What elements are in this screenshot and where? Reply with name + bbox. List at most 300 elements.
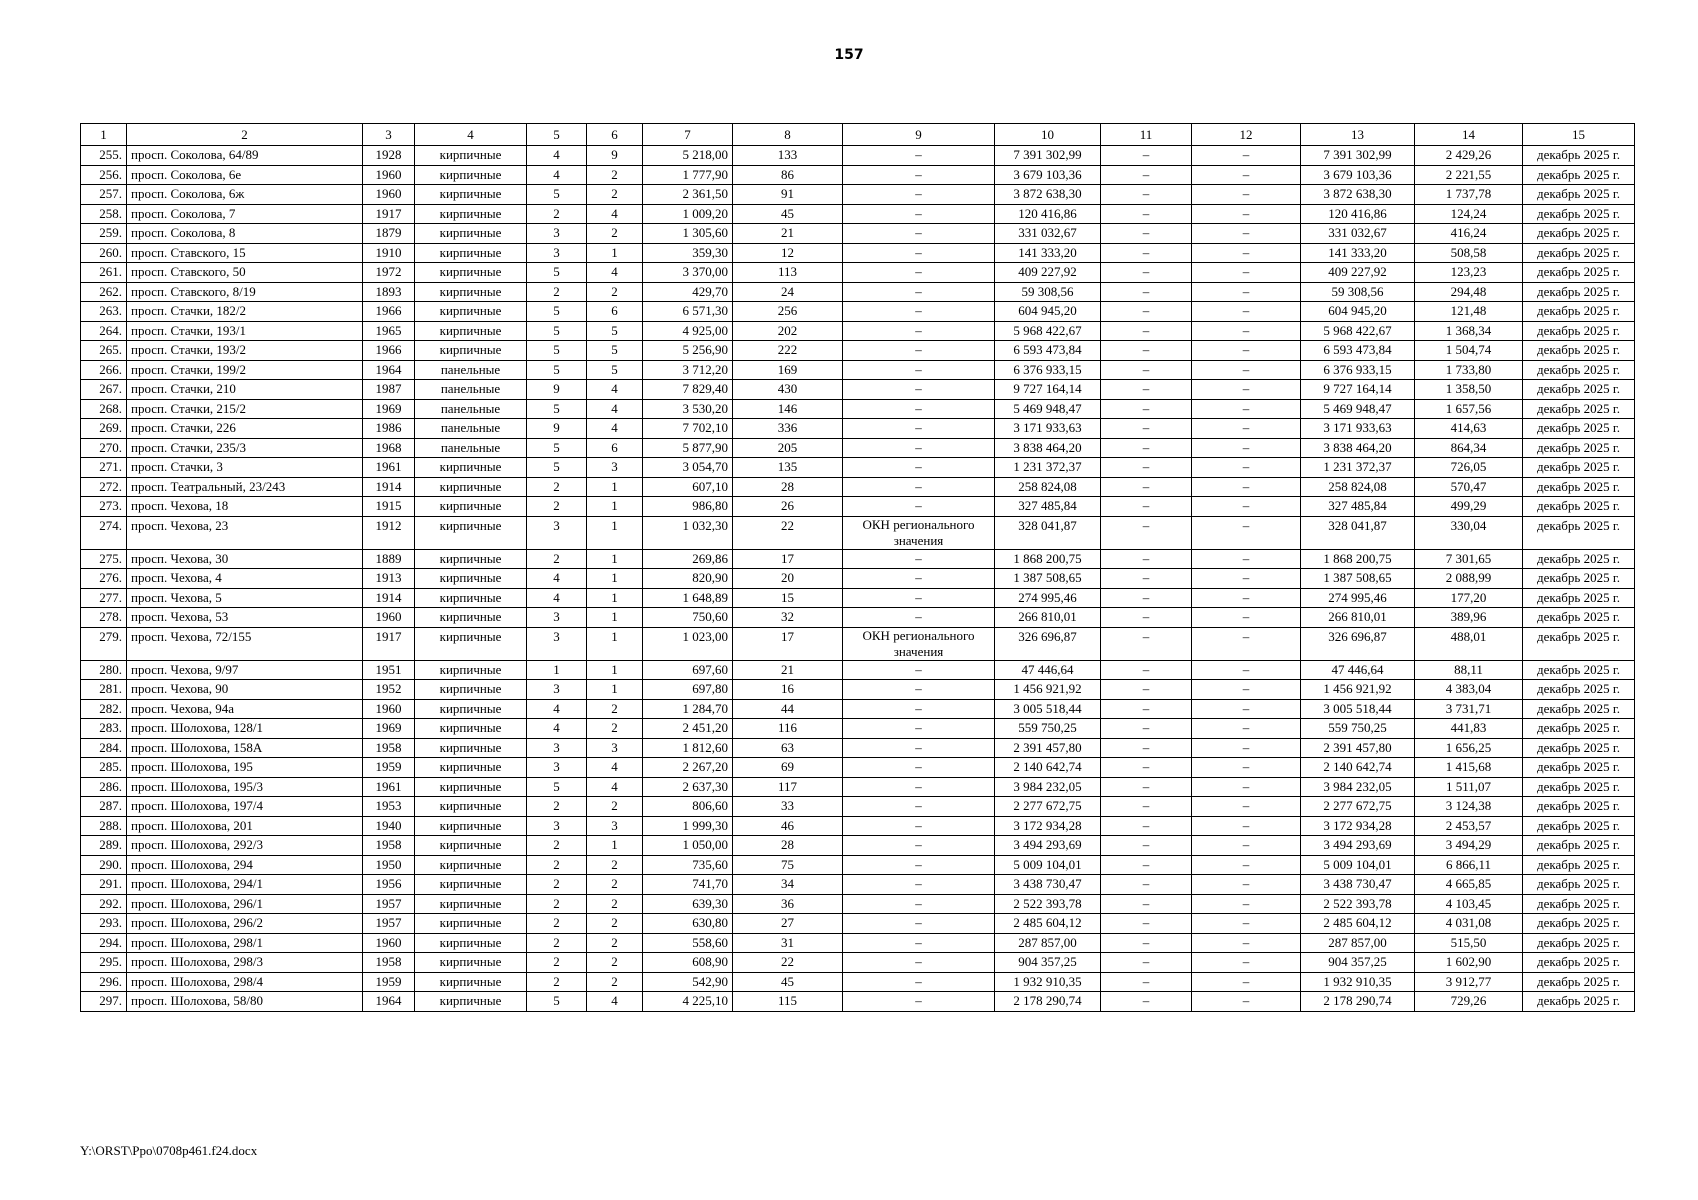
table-cell-col-13: 59 308,56 [1301, 282, 1415, 302]
table-cell-col-4: панельные [415, 399, 527, 419]
table-cell-col-14: 488,01 [1415, 627, 1523, 660]
table-cell-col-5: 4 [527, 588, 587, 608]
table-cell-col-4: кирпичные [415, 627, 527, 660]
table-cell-col-2: просп. Чехова, 30 [127, 549, 363, 569]
table-cell-col-15: декабрь 2025 г. [1523, 660, 1635, 680]
table-cell-col-4: кирпичные [415, 282, 527, 302]
table-cell-col-7: 741,70 [643, 875, 733, 895]
table-cell-col-14: 1 656,25 [1415, 738, 1523, 758]
table-cell-col-6: 2 [587, 165, 643, 185]
table-cell-col-8: 91 [733, 185, 843, 205]
table-cell-col-1: 291. [81, 875, 127, 895]
table-cell-col-8: 27 [733, 914, 843, 934]
table-cell-col-4: кирпичные [415, 302, 527, 322]
table-cell-col-14: 3 494,29 [1415, 836, 1523, 856]
table-cell-col-15: декабрь 2025 г. [1523, 875, 1635, 895]
table-cell-col-13: 120 416,86 [1301, 204, 1415, 224]
table-cell-col-3: 1957 [363, 894, 415, 914]
column-number-header: 14 [1415, 124, 1523, 146]
table-cell-col-11: – [1101, 224, 1192, 244]
housing-register-table [80, 123, 1635, 1012]
table-cell-col-3: 1959 [363, 758, 415, 778]
table-cell-col-6: 1 [587, 608, 643, 628]
table-cell-col-1: 255. [81, 146, 127, 166]
table-cell-col-1: 259. [81, 224, 127, 244]
table-cell-col-2: просп. Чехова, 18 [127, 497, 363, 517]
table-row [81, 894, 1635, 914]
table-cell-col-14: 124,24 [1415, 204, 1523, 224]
table-cell-col-5: 5 [527, 263, 587, 283]
table-cell-col-9: – [843, 894, 995, 914]
table-cell-col-7: 269,86 [643, 549, 733, 569]
table-cell-col-10: 328 041,87 [995, 516, 1101, 549]
table-row [81, 875, 1635, 895]
table-cell-col-5: 4 [527, 699, 587, 719]
table-cell-col-9: – [843, 224, 995, 244]
table-cell-col-10: 2 178 290,74 [995, 992, 1101, 1012]
table-cell-col-9: – [843, 165, 995, 185]
table-cell-col-10: 3 005 518,44 [995, 699, 1101, 719]
table-cell-col-9: – [843, 875, 995, 895]
table-cell-col-6: 2 [587, 894, 643, 914]
table-cell-col-13: 47 446,64 [1301, 660, 1415, 680]
table-cell-col-5: 2 [527, 549, 587, 569]
table-cell-col-4: кирпичные [415, 516, 527, 549]
table-row [81, 477, 1635, 497]
table-cell-col-11: – [1101, 699, 1192, 719]
table-cell-col-8: 16 [733, 680, 843, 700]
table-cell-col-7: 608,90 [643, 953, 733, 973]
table-cell-col-13: 559 750,25 [1301, 719, 1415, 739]
table-cell-col-2: просп. Шолохова, 197/4 [127, 797, 363, 817]
table-cell-col-13: 3 172 934,28 [1301, 816, 1415, 836]
table-cell-col-8: 24 [733, 282, 843, 302]
table-cell-col-7: 3 054,70 [643, 458, 733, 478]
table-row [81, 758, 1635, 778]
table-cell-col-11: – [1101, 458, 1192, 478]
table-cell-col-11: – [1101, 204, 1192, 224]
table-cell-col-8: 32 [733, 608, 843, 628]
table-cell-col-11: – [1101, 243, 1192, 263]
table-cell-col-13: 328 041,87 [1301, 516, 1415, 549]
table-row [81, 972, 1635, 992]
table-cell-col-2: просп. Шолохова, 195 [127, 758, 363, 778]
table-cell-col-8: 202 [733, 321, 843, 341]
table-cell-col-13: 141 333,20 [1301, 243, 1415, 263]
table-cell-col-4: панельные [415, 360, 527, 380]
table-cell-col-15: декабрь 2025 г. [1523, 165, 1635, 185]
table-cell-col-1: 281. [81, 680, 127, 700]
table-cell-col-9: – [843, 680, 995, 700]
table-cell-col-6: 4 [587, 758, 643, 778]
table-cell-col-9: – [843, 855, 995, 875]
table-cell-col-7: 986,80 [643, 497, 733, 517]
table-cell-col-12: – [1192, 185, 1301, 205]
table-cell-col-14: 729,26 [1415, 992, 1523, 1012]
table-cell-col-8: 63 [733, 738, 843, 758]
table-cell-col-12: – [1192, 738, 1301, 758]
table-cell-col-3: 1917 [363, 627, 415, 660]
table-cell-col-10: 1 932 910,35 [995, 972, 1101, 992]
table-cell-col-4: кирпичные [415, 719, 527, 739]
table-cell-col-7: 735,60 [643, 855, 733, 875]
table-cell-col-9: – [843, 797, 995, 817]
table-cell-col-11: – [1101, 302, 1192, 322]
table-cell-col-2: просп. Чехова, 9/97 [127, 660, 363, 680]
table-cell-col-10: 331 032,67 [995, 224, 1101, 244]
table-cell-col-12: – [1192, 224, 1301, 244]
table-row [81, 263, 1635, 283]
table-cell-col-1: 282. [81, 699, 127, 719]
table-cell-col-15: декабрь 2025 г. [1523, 569, 1635, 589]
table-cell-col-14: 4 031,08 [1415, 914, 1523, 934]
table-cell-col-10: 266 810,01 [995, 608, 1101, 628]
table-cell-col-9: – [843, 243, 995, 263]
table-cell-col-3: 1950 [363, 855, 415, 875]
table-cell-col-5: 9 [527, 380, 587, 400]
table-cell-col-3: 1910 [363, 243, 415, 263]
table-cell-col-13: 327 485,84 [1301, 497, 1415, 517]
table-cell-col-10: 59 308,56 [995, 282, 1101, 302]
table-cell-col-10: 47 446,64 [995, 660, 1101, 680]
table-cell-col-8: 17 [733, 549, 843, 569]
table-cell-col-11: – [1101, 972, 1192, 992]
table-cell-col-11: – [1101, 894, 1192, 914]
table-cell-col-15: декабрь 2025 г. [1523, 953, 1635, 973]
table-cell-col-10: 3 438 730,47 [995, 875, 1101, 895]
table-cell-col-11: – [1101, 914, 1192, 934]
table-cell-col-11: – [1101, 777, 1192, 797]
table-cell-col-4: кирпичные [415, 738, 527, 758]
table-cell-col-6: 5 [587, 360, 643, 380]
table-cell-col-12: – [1192, 680, 1301, 700]
table-cell-col-10: 2 391 457,80 [995, 738, 1101, 758]
table-cell-col-9: – [843, 419, 995, 439]
table-cell-col-14: 2 221,55 [1415, 165, 1523, 185]
table-cell-col-8: 17 [733, 627, 843, 660]
table-cell-col-7: 1 777,90 [643, 165, 733, 185]
table-cell-col-6: 2 [587, 282, 643, 302]
table-cell-col-13: 2 140 642,74 [1301, 758, 1415, 778]
table-cell-col-15: декабрь 2025 г. [1523, 797, 1635, 817]
column-number-header: 7 [643, 124, 733, 146]
table-cell-col-15: декабрь 2025 г. [1523, 516, 1635, 549]
table-cell-col-11: – [1101, 627, 1192, 660]
table-cell-col-13: 3 679 103,36 [1301, 165, 1415, 185]
table-cell-col-3: 1969 [363, 399, 415, 419]
table-cell-col-12: – [1192, 972, 1301, 992]
table-row [81, 660, 1635, 680]
table-cell-col-11: – [1101, 165, 1192, 185]
table-cell-col-4: кирпичные [415, 477, 527, 497]
table-cell-col-7: 7 702,10 [643, 419, 733, 439]
table-cell-col-9: – [843, 699, 995, 719]
table-cell-col-9: – [843, 758, 995, 778]
table-cell-col-13: 287 857,00 [1301, 933, 1415, 953]
table-cell-col-10: 3 172 934,28 [995, 816, 1101, 836]
table-cell-col-10: 9 727 164,14 [995, 380, 1101, 400]
table-cell-col-1: 261. [81, 263, 127, 283]
table-cell-col-8: 20 [733, 569, 843, 589]
table-cell-col-5: 2 [527, 933, 587, 953]
table-cell-col-7: 359,30 [643, 243, 733, 263]
table-cell-col-3: 1893 [363, 282, 415, 302]
table-cell-col-1: 256. [81, 165, 127, 185]
table-row [81, 855, 1635, 875]
table-cell-col-5: 3 [527, 738, 587, 758]
table-cell-col-10: 7 391 302,99 [995, 146, 1101, 166]
table-cell-col-3: 1960 [363, 185, 415, 205]
table-row [81, 914, 1635, 934]
table-cell-col-3: 1953 [363, 797, 415, 817]
table-cell-col-1: 284. [81, 738, 127, 758]
table-cell-col-2: просп. Стачки, 199/2 [127, 360, 363, 380]
table-cell-col-15: декабрь 2025 г. [1523, 816, 1635, 836]
table-cell-col-4: кирпичные [415, 777, 527, 797]
table-cell-col-10: 327 485,84 [995, 497, 1101, 517]
table-cell-col-14: 570,47 [1415, 477, 1523, 497]
table-cell-col-12: – [1192, 204, 1301, 224]
table-cell-col-13: 326 696,87 [1301, 627, 1415, 660]
table-cell-col-12: – [1192, 660, 1301, 680]
table-cell-col-5: 3 [527, 224, 587, 244]
table-cell-col-1: 287. [81, 797, 127, 817]
table-cell-col-5: 5 [527, 438, 587, 458]
table-cell-col-6: 2 [587, 875, 643, 895]
table-cell-col-8: 113 [733, 263, 843, 283]
table-cell-col-6: 1 [587, 680, 643, 700]
table-cell-col-2: просп. Стачки, 226 [127, 419, 363, 439]
table-cell-col-4: кирпичные [415, 549, 527, 569]
table-cell-col-9: – [843, 185, 995, 205]
table-cell-col-5: 3 [527, 608, 587, 628]
table-cell-col-11: – [1101, 399, 1192, 419]
table-cell-col-9: – [843, 777, 995, 797]
table-cell-col-7: 3 530,20 [643, 399, 733, 419]
table-cell-col-6: 4 [587, 263, 643, 283]
table-cell-col-11: – [1101, 953, 1192, 973]
table-cell-col-2: просп. Шолохова, 298/1 [127, 933, 363, 953]
table-cell-col-15: декабрь 2025 г. [1523, 497, 1635, 517]
table-cell-col-9: – [843, 719, 995, 739]
table-cell-col-7: 750,60 [643, 608, 733, 628]
table-cell-col-3: 1986 [363, 419, 415, 439]
table-cell-col-8: 46 [733, 816, 843, 836]
table-row [81, 516, 1635, 549]
table-cell-col-4: кирпичные [415, 660, 527, 680]
table-cell-col-1: 268. [81, 399, 127, 419]
table-cell-col-11: – [1101, 992, 1192, 1012]
table-row [81, 165, 1635, 185]
table-cell-col-8: 117 [733, 777, 843, 797]
table-cell-col-8: 44 [733, 699, 843, 719]
table-row [81, 243, 1635, 263]
table-cell-col-15: декабрь 2025 г. [1523, 477, 1635, 497]
table-row [81, 224, 1635, 244]
table-cell-col-2: просп. Стачки, 215/2 [127, 399, 363, 419]
table-cell-col-15: декабрь 2025 г. [1523, 719, 1635, 739]
table-cell-col-14: 499,29 [1415, 497, 1523, 517]
table-cell-col-9: – [843, 816, 995, 836]
table-cell-col-6: 1 [587, 497, 643, 517]
table-cell-col-1: 270. [81, 438, 127, 458]
table-cell-col-15: декабрь 2025 г. [1523, 699, 1635, 719]
table-cell-col-14: 3 124,38 [1415, 797, 1523, 817]
table-cell-col-12: – [1192, 569, 1301, 589]
table-cell-col-8: 135 [733, 458, 843, 478]
column-number-header: 15 [1523, 124, 1635, 146]
table-row [81, 419, 1635, 439]
table-row [81, 797, 1635, 817]
table-row [81, 816, 1635, 836]
table-cell-col-11: – [1101, 438, 1192, 458]
table-cell-col-1: 288. [81, 816, 127, 836]
table-cell-col-11: – [1101, 146, 1192, 166]
table-cell-col-4: кирпичные [415, 224, 527, 244]
table-cell-col-11: – [1101, 816, 1192, 836]
column-number-header: 2 [127, 124, 363, 146]
table-cell-col-9: – [843, 321, 995, 341]
table-cell-col-7: 1 648,89 [643, 588, 733, 608]
table-cell-col-11: – [1101, 836, 1192, 856]
table-cell-col-12: – [1192, 875, 1301, 895]
table-cell-col-10: 1 387 508,65 [995, 569, 1101, 589]
table-cell-col-11: – [1101, 608, 1192, 628]
table-cell-col-13: 331 032,67 [1301, 224, 1415, 244]
table-cell-col-15: декабрь 2025 г. [1523, 263, 1635, 283]
table-cell-col-15: декабрь 2025 г. [1523, 627, 1635, 660]
table-cell-col-2: просп. Шолохова, 58/80 [127, 992, 363, 1012]
table-cell-col-5: 5 [527, 458, 587, 478]
table-cell-col-14: 3 731,71 [1415, 699, 1523, 719]
table-cell-col-3: 1914 [363, 477, 415, 497]
table-cell-col-3: 1966 [363, 302, 415, 322]
table-cell-col-3: 1958 [363, 738, 415, 758]
table-cell-col-13: 1 456 921,92 [1301, 680, 1415, 700]
table-cell-col-2: просп. Театральный, 23/243 [127, 477, 363, 497]
table-cell-col-3: 1928 [363, 146, 415, 166]
table-cell-col-11: – [1101, 497, 1192, 517]
table-cell-col-13: 1 868 200,75 [1301, 549, 1415, 569]
table-cell-col-13: 9 727 164,14 [1301, 380, 1415, 400]
column-number-header: 11 [1101, 124, 1192, 146]
table-cell-col-5: 3 [527, 516, 587, 549]
table-cell-col-12: – [1192, 992, 1301, 1012]
table-cell-col-6: 4 [587, 777, 643, 797]
table-cell-col-5: 2 [527, 497, 587, 517]
table-cell-col-8: 22 [733, 953, 843, 973]
table-cell-col-4: кирпичные [415, 588, 527, 608]
table-cell-col-15: декабрь 2025 г. [1523, 224, 1635, 244]
table-cell-col-7: 639,30 [643, 894, 733, 914]
table-cell-col-5: 5 [527, 360, 587, 380]
table-row [81, 836, 1635, 856]
column-number-header: 9 [843, 124, 995, 146]
table-cell-col-1: 273. [81, 497, 127, 517]
table-cell-col-12: – [1192, 438, 1301, 458]
column-number-header: 5 [527, 124, 587, 146]
table-cell-col-14: 416,24 [1415, 224, 1523, 244]
table-cell-col-4: кирпичные [415, 243, 527, 263]
table-cell-col-7: 2 451,20 [643, 719, 733, 739]
table-cell-col-4: кирпичные [415, 855, 527, 875]
column-number-header: 8 [733, 124, 843, 146]
table-cell-col-9: – [843, 569, 995, 589]
table-cell-col-3: 1960 [363, 608, 415, 628]
table-cell-col-3: 1987 [363, 380, 415, 400]
table-cell-col-15: декабрь 2025 г. [1523, 758, 1635, 778]
table-cell-col-9: – [843, 972, 995, 992]
table-cell-col-13: 5 469 948,47 [1301, 399, 1415, 419]
table-cell-col-2: просп. Чехова, 90 [127, 680, 363, 700]
table-cell-col-15: декабрь 2025 г. [1523, 360, 1635, 380]
table-cell-col-8: 430 [733, 380, 843, 400]
table-cell-col-11: – [1101, 875, 1192, 895]
table-cell-col-9: – [843, 204, 995, 224]
table-cell-col-5: 2 [527, 797, 587, 817]
table-cell-col-3: 1958 [363, 953, 415, 973]
table-row [81, 680, 1635, 700]
table-cell-col-3: 1959 [363, 972, 415, 992]
table-cell-col-7: 2 637,30 [643, 777, 733, 797]
table-cell-col-5: 3 [527, 758, 587, 778]
table-cell-col-14: 414,63 [1415, 419, 1523, 439]
table-cell-col-3: 1969 [363, 719, 415, 739]
table-row [81, 497, 1635, 517]
table-cell-col-10: 3 679 103,36 [995, 165, 1101, 185]
table-cell-col-11: – [1101, 516, 1192, 549]
table-cell-col-15: декабрь 2025 г. [1523, 680, 1635, 700]
table-cell-col-12: – [1192, 497, 1301, 517]
table-cell-col-2: просп. Соколова, 6е [127, 165, 363, 185]
table-cell-col-9: – [843, 738, 995, 758]
table-cell-col-14: 441,83 [1415, 719, 1523, 739]
table-cell-col-1: 260. [81, 243, 127, 263]
table-cell-col-2: просп. Шолохова, 128/1 [127, 719, 363, 739]
table-cell-col-9: – [843, 953, 995, 973]
table-cell-col-10: 5 009 104,01 [995, 855, 1101, 875]
table-cell-col-15: декабрь 2025 г. [1523, 380, 1635, 400]
table-cell-col-3: 1879 [363, 224, 415, 244]
table-cell-col-14: 864,34 [1415, 438, 1523, 458]
table-cell-col-1: 295. [81, 953, 127, 973]
table-row [81, 282, 1635, 302]
table-cell-col-1: 277. [81, 588, 127, 608]
table-cell-col-12: – [1192, 914, 1301, 934]
table-cell-col-4: кирпичные [415, 185, 527, 205]
table-cell-col-12: – [1192, 419, 1301, 439]
table-cell-col-10: 258 824,08 [995, 477, 1101, 497]
table-cell-col-1: 290. [81, 855, 127, 875]
table-cell-col-8: 69 [733, 758, 843, 778]
table-cell-col-1: 267. [81, 380, 127, 400]
table-row [81, 627, 1635, 660]
table-cell-col-5: 5 [527, 302, 587, 322]
table-cell-col-6: 1 [587, 243, 643, 263]
table-cell-col-2: просп. Стачки, 210 [127, 380, 363, 400]
table-cell-col-1: 279. [81, 627, 127, 660]
table-cell-col-10: 287 857,00 [995, 933, 1101, 953]
table-cell-col-7: 1 812,60 [643, 738, 733, 758]
table-cell-col-15: декабрь 2025 г. [1523, 243, 1635, 263]
table-cell-col-1: 283. [81, 719, 127, 739]
table-cell-col-9: ОКН регионального значения [843, 516, 995, 549]
table-cell-col-10: 6 593 473,84 [995, 341, 1101, 361]
table-cell-col-15: декабрь 2025 г. [1523, 894, 1635, 914]
table-cell-col-1: 285. [81, 758, 127, 778]
table-cell-col-11: – [1101, 855, 1192, 875]
table-cell-col-10: 274 995,46 [995, 588, 1101, 608]
